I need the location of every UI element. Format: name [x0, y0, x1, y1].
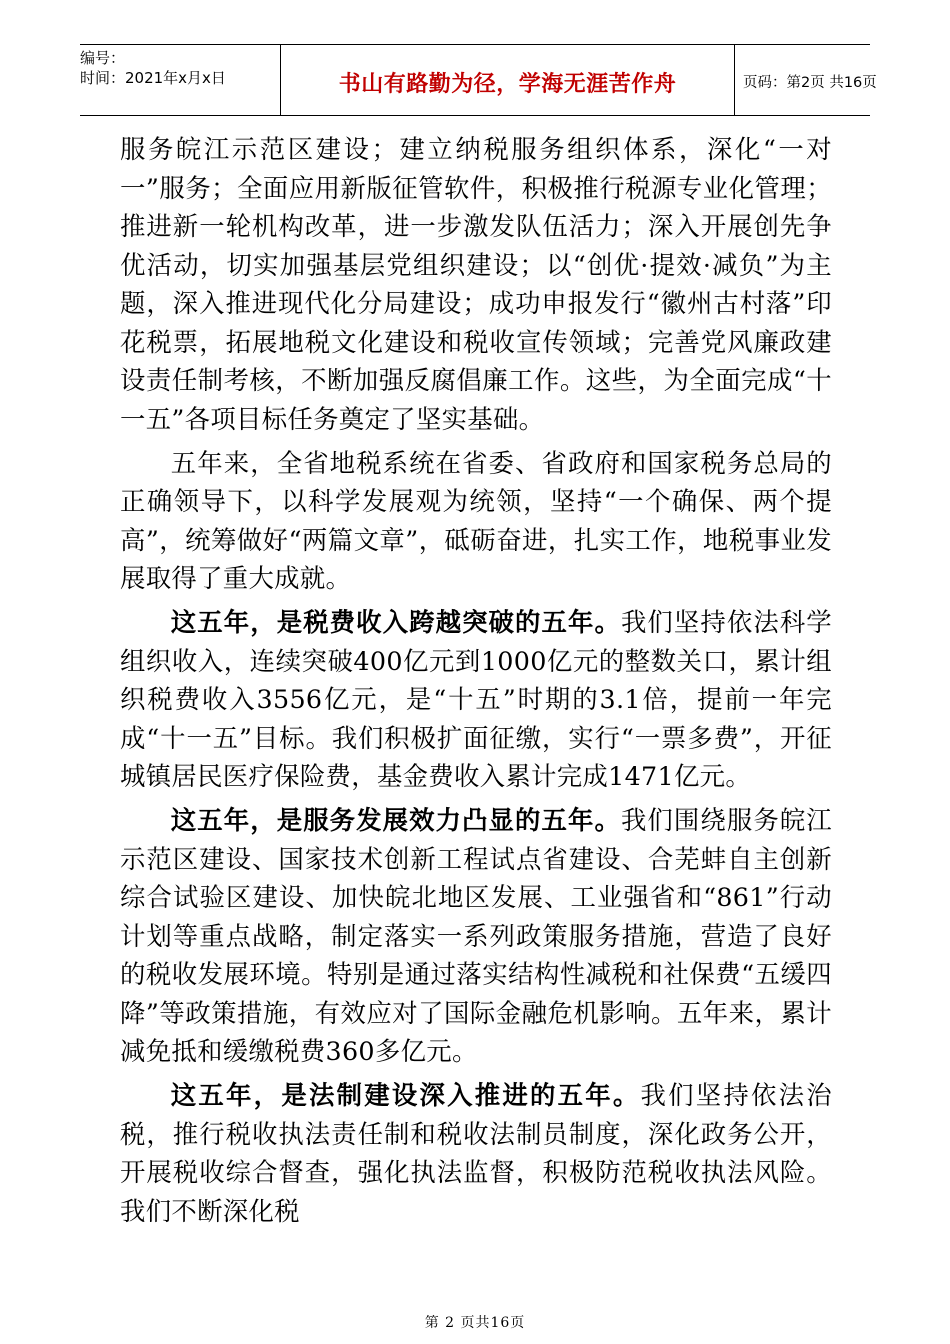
header-page-cell [735, 45, 877, 115]
page-header [80, 44, 877, 116]
document-number-label: 编号： [80, 49, 126, 67]
document-time-label: 时间：2021年x月x日 [80, 69, 226, 87]
paragraph-lead: 这五年，是法制建设深入推进的五年。 [170, 1080, 641, 1110]
paragraph [120, 1076, 832, 1230]
paragraph-text: 我们坚持依法科学组织收入，连续突破400亿元到1000亿元的整数关口，累计组织税费收入3556亿元，是“十五”时期的3.1倍，提前一年完成“十一五”目标。我们积极扩面征缴，实行“一票多费”，开征城镇居民医疗保险费，基金费收入累计完成1471亿元。 [120, 607, 832, 791]
header-page-number: 页码：第2页 共16页 [743, 75, 877, 91]
paragraph [120, 603, 832, 796]
paragraph-text: 五年来，全省地税系统在省委、省政府和国家税务总局的正确领导下，以科学发展观为统领，坚持“一个确保、两个提高”，统筹做好“两篇文章”，砥砺奋进，扎实工作，地税事业发展取得了重大成就。 [120, 447, 832, 593]
header-meta [80, 45, 280, 115]
page-footer: 第 2 页共16页 [424, 1315, 526, 1331]
header-motto-cell [280, 45, 735, 115]
document-body [120, 130, 832, 1230]
paragraph-text: 我们围绕服务皖江示范区建设、国家技术创新工程试点省建设、合芜蚌自主创新综合试验区建设、加快皖北地区发展、工业强省和“861”行动计划等重点战略，制定落实一系列政策服务措施，营造了良好的税收发展环境。特别是通过落实结构性减税和社保费“五缓四降”等政策措施，有效应对了国际金融危机影响。五年来，累计减免抵和缓缴税费360多亿元。 [120, 805, 832, 1066]
paragraph-lead: 这五年，是服务发展效力凸显的五年。 [170, 805, 621, 835]
paragraph-text: 服务皖江示范区建设；建立纳税服务组织体系，深化“一对一”服务；全面应用新版征管软件，积极推行税源专业化管理；推进新一轮机构改革，进一步激发队伍活力；深入开展创先争优活动，切实加强基层党组织建设；以“创优·提效·减负”为主题，深入推进现代化分局建设；成功申报发行“徽州古村落”印花税票，拓展地税文化建设和税收宣传领域；完善党风廉政建设责任制考核，不断加强反腐倡廉工作。这些，为全面完成“十一五”各项目标任务奠定了坚实基础。 [120, 134, 832, 434]
paragraph [120, 444, 832, 598]
paragraph [120, 801, 832, 1071]
header-motto: 书山有路勤为径，学海无涯苦作舟 [338, 72, 677, 97]
paragraph-lead: 这五年，是税费收入跨越突破的五年。 [170, 607, 621, 637]
paragraph-text: 我们坚持依法治税，推行税收执法责任制和税收法制员制度，深化政务公开，开展税收综合督查，强化执法监督，积极防范税收执法风险。我们不断深化税 [120, 1080, 832, 1226]
paragraph [120, 130, 832, 438]
